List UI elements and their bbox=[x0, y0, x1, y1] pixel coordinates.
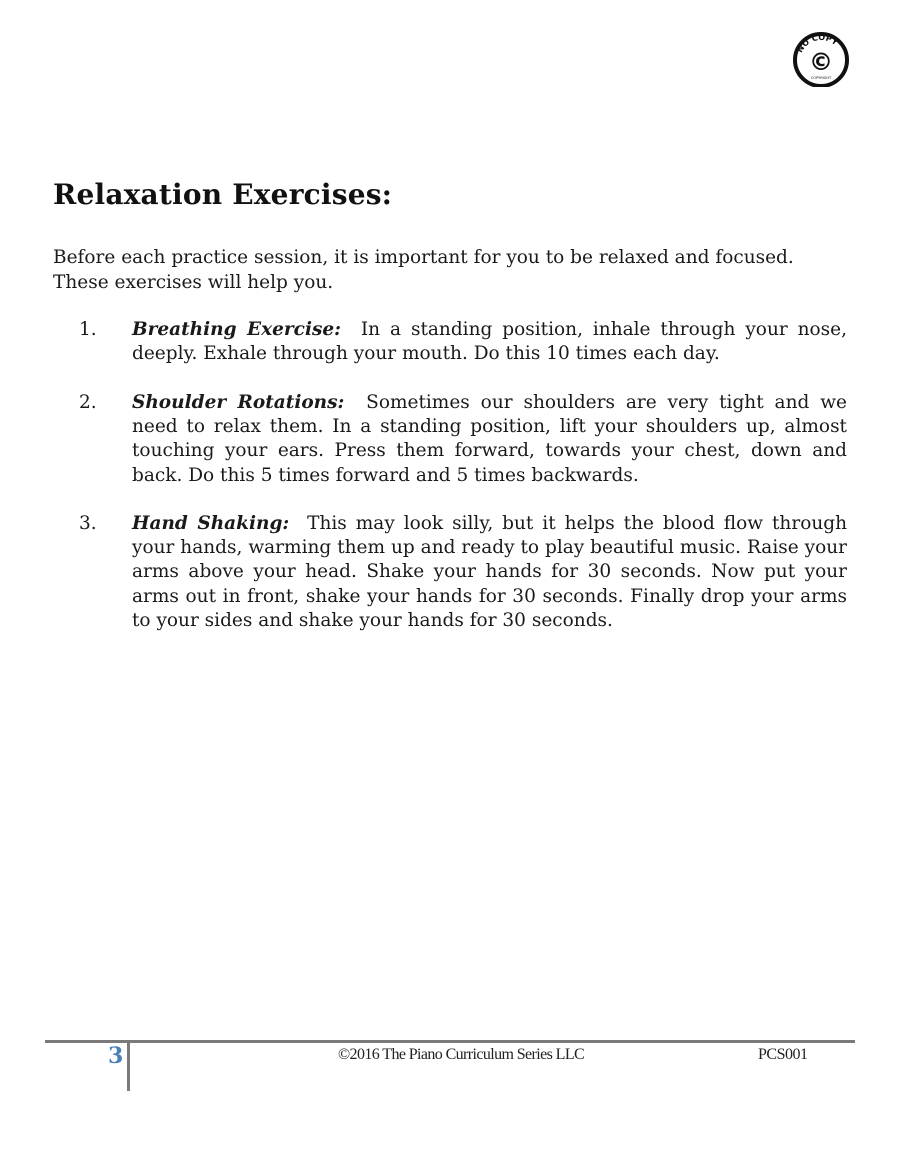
svg-text:NO COPY: NO COPY bbox=[795, 32, 840, 55]
exercise-item-hands bbox=[53, 512, 847, 633]
exercise-number: 3. bbox=[79, 513, 97, 534]
exercise-item-breathing bbox=[53, 318, 847, 366]
intro-paragraph: Before each practice session, it is important for you to be relaxed and focused. These exercises will help you. bbox=[53, 247, 794, 293]
svg-text:COPYRIGHT: COPYRIGHT bbox=[810, 76, 832, 80]
svg-text:©: © bbox=[809, 48, 833, 76]
exercise-text bbox=[132, 318, 847, 366]
page-number: 3 bbox=[108, 1043, 124, 1069]
exercise-number: 2. bbox=[79, 392, 97, 413]
exercise-number: 1. bbox=[79, 319, 97, 340]
exercise-description: In a standing position, inhale through your nose, deeply. Exhale through your mouth. Do this 10 times each day. bbox=[132, 319, 848, 365]
exercise-description: This may look silly, but it helps the blood flow through your hands, warming them up and ready to play beautiful music. Raise your arms above your head. Shake your hands for 30 seconds. Now put your arms out in front, shake your hands for 30 seconds. Finally drop your arms to your sides and shake your hands for 30 seconds. bbox=[132, 513, 848, 631]
exercise-item-shoulders bbox=[53, 391, 847, 488]
page-title: Relaxation Exercises: bbox=[53, 178, 393, 211]
exercise-title: Shoulder Rotations: bbox=[132, 392, 345, 413]
exercise-text bbox=[132, 391, 847, 488]
footer-divider bbox=[45, 1040, 855, 1043]
exercise-text bbox=[132, 512, 847, 633]
exercise-title: Breathing Exercise: bbox=[132, 319, 341, 340]
no-copy-stamp-icon bbox=[791, 31, 851, 87]
footer-copyright: ©2016 The Piano Curriculum Series LLC bbox=[338, 1046, 585, 1063]
footer-page-divider bbox=[127, 1043, 130, 1091]
exercise-description: Sometimes our shoulders are very tight and we need to relax them. In a standing position, lift your shoulders up, almost touching your ears. Press them forward, towards your chest, down and back. Do this 5 times forward and 5 times backwards. bbox=[132, 392, 847, 486]
exercise-title: Hand Shaking: bbox=[132, 513, 290, 534]
footer-code: PCS001 bbox=[758, 1046, 808, 1063]
